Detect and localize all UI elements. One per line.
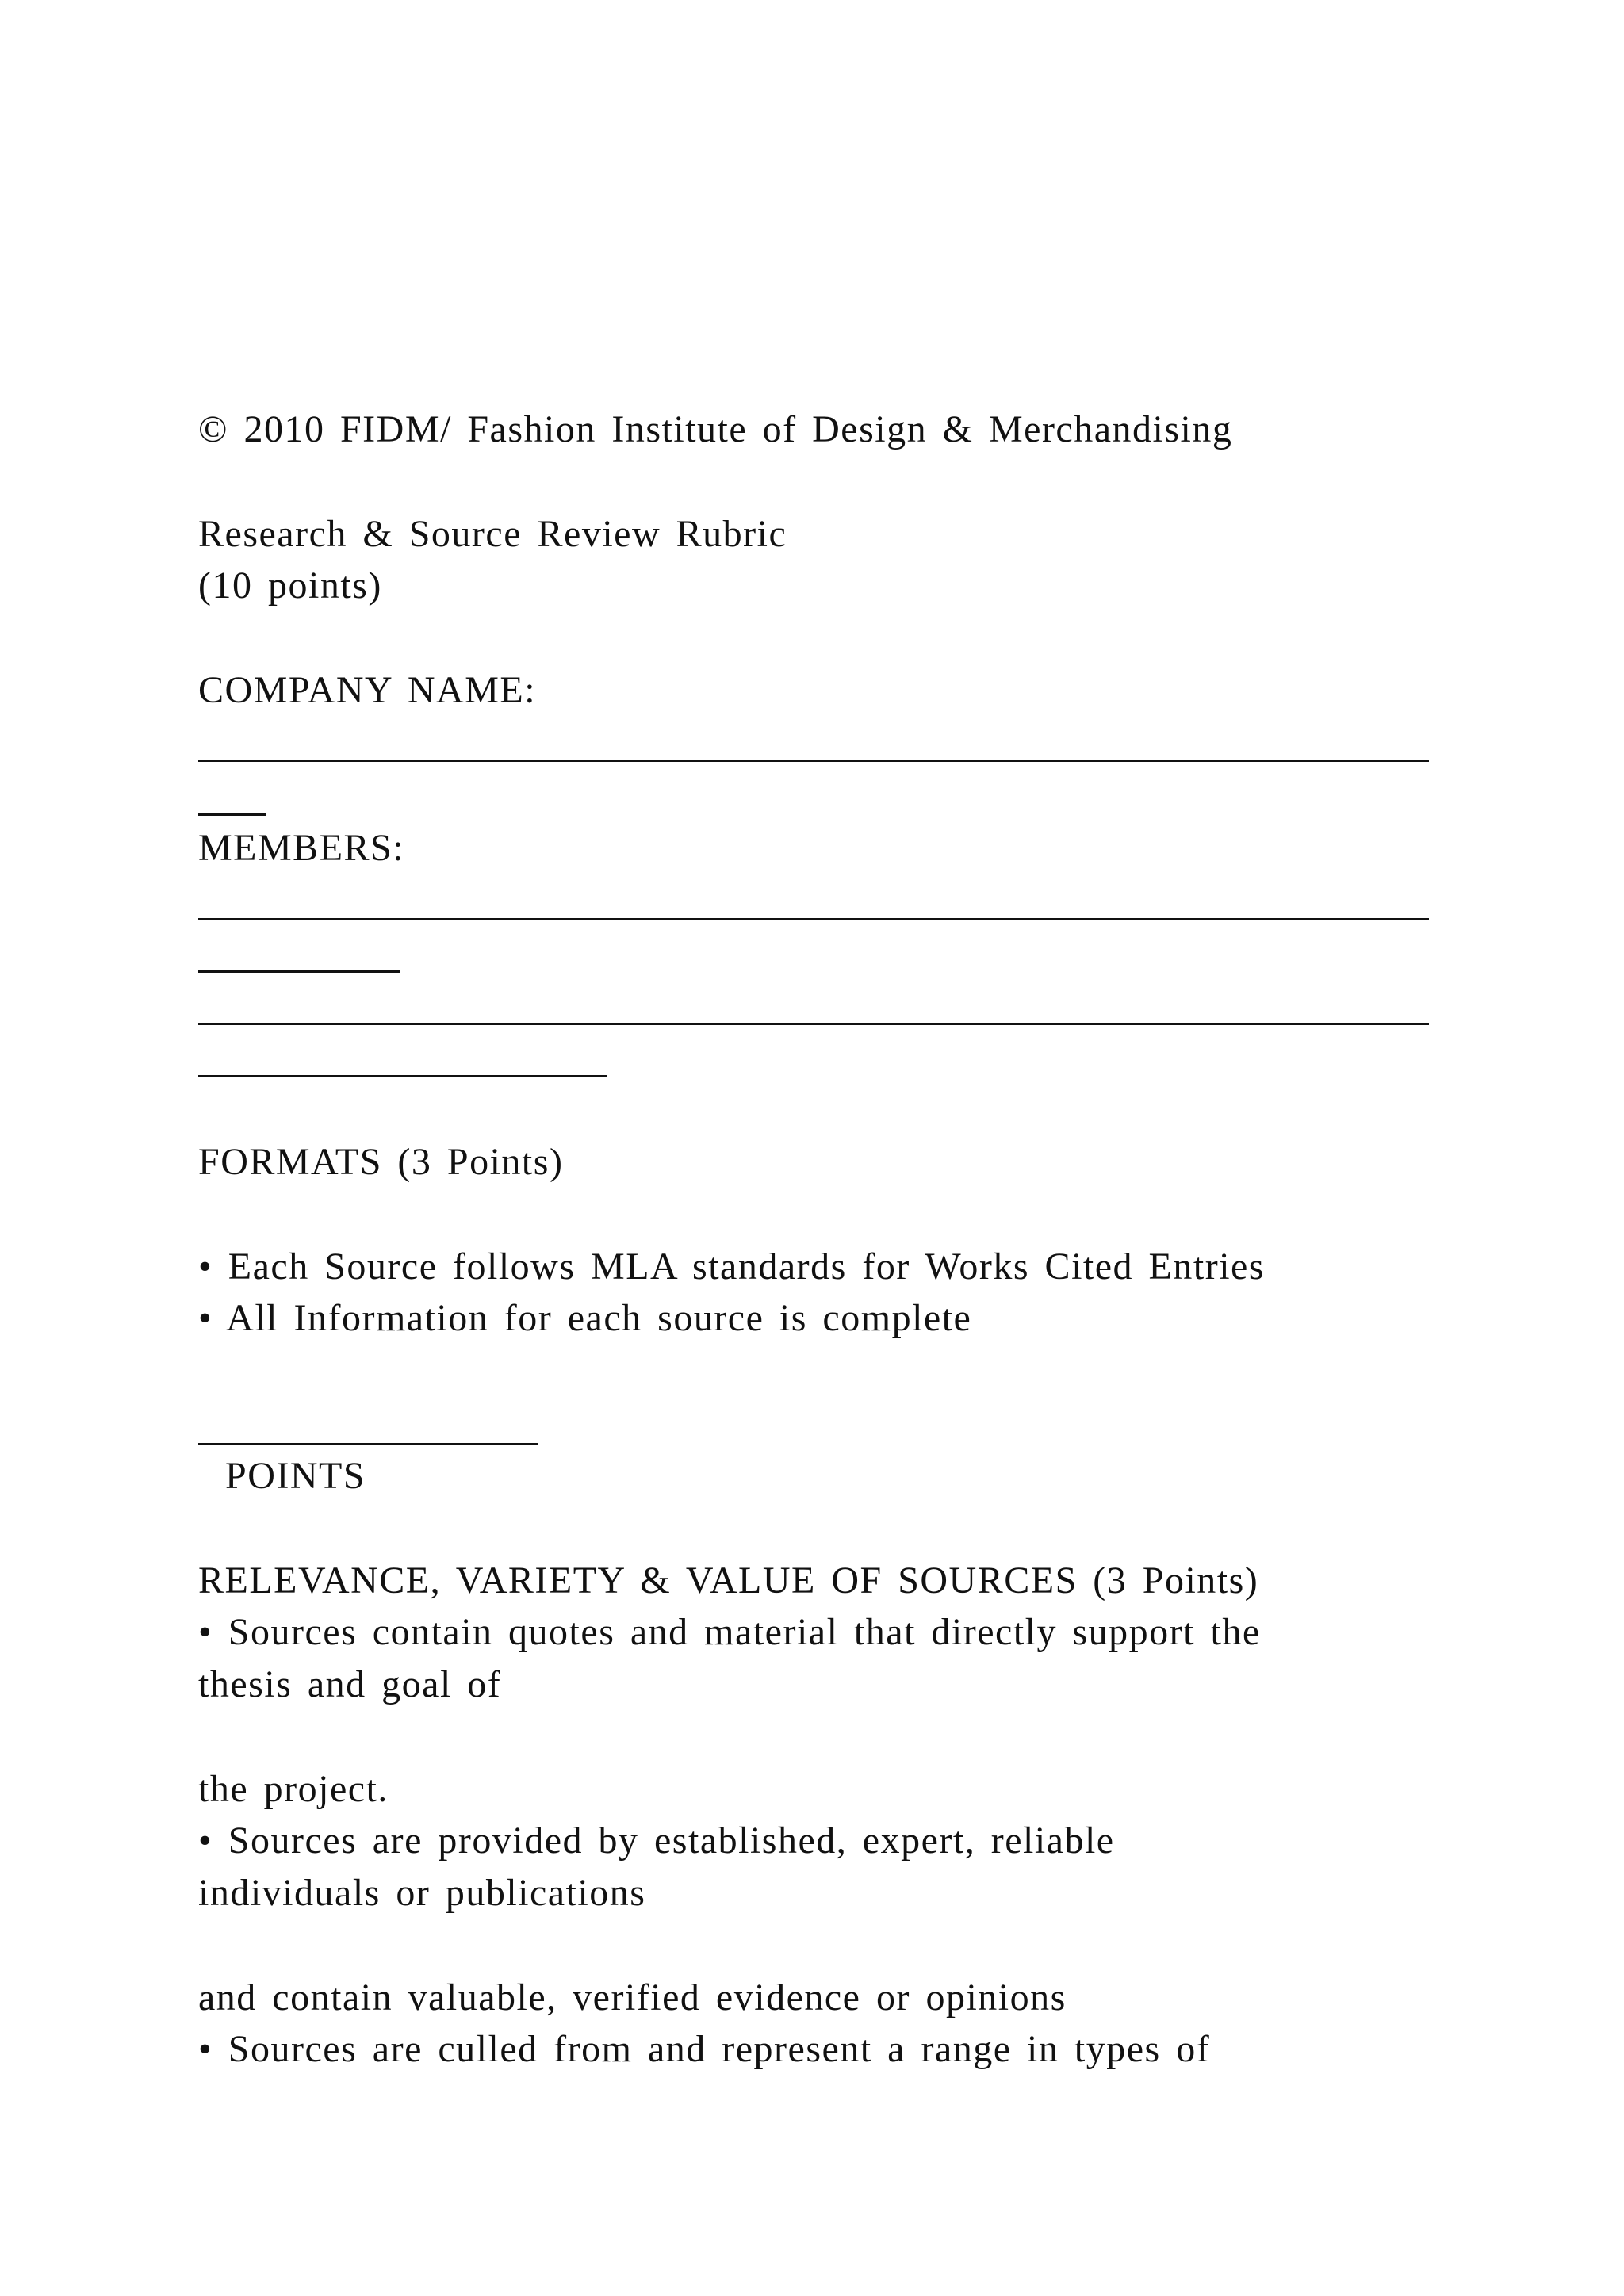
relevance-text-line: • Sources are culled from and represent a range in types of: [198, 2028, 1211, 2070]
members-blank-line-2: [198, 1023, 1429, 1025]
formats-points-label: POINTS: [225, 1455, 366, 1497]
members-blank-line-1: [198, 918, 1429, 920]
relevance-text-line: individuals or publications: [198, 1872, 646, 1914]
relevance-text-line: and contain valuable, verified evidence or opinions: [198, 1976, 1067, 2019]
relevance-text-line: • Sources are provided by established, expert, reliable: [198, 1820, 1115, 1862]
formats-points-blank-line: [198, 1443, 538, 1445]
rubric-title: Research & Source Review Rubric: [198, 513, 787, 555]
formats-bullet: • All Information for each source is complete: [198, 1297, 972, 1339]
company-name-blank-line: [198, 760, 1429, 762]
members-label: MEMBERS:: [198, 827, 405, 869]
formats-heading: FORMATS (3 Points): [198, 1141, 564, 1183]
members-blank-line-2-continued: [198, 1075, 607, 1077]
company-name-label: COMPANY NAME:: [198, 669, 537, 711]
members-blank-line-1-continued: [198, 970, 400, 973]
relevance-text-line: the project.: [198, 1768, 389, 1810]
relevance-text-line: thesis and goal of: [198, 1663, 502, 1705]
copyright-line: © 2010 FIDM/ Fashion Institute of Design & Merchandising: [198, 408, 1233, 450]
formats-bullet: • Each Source follows MLA standards for Works Cited Entries: [198, 1246, 1266, 1288]
company-name-blank-line-continued: [198, 813, 266, 816]
rubric-points-total: (10 points): [198, 564, 382, 607]
relevance-text-line: • Sources contain quotes and material that directly support the: [198, 1611, 1261, 1653]
relevance-heading: RELEVANCE, VARIETY & VALUE OF SOURCES (3 Points): [198, 1559, 1259, 1601]
